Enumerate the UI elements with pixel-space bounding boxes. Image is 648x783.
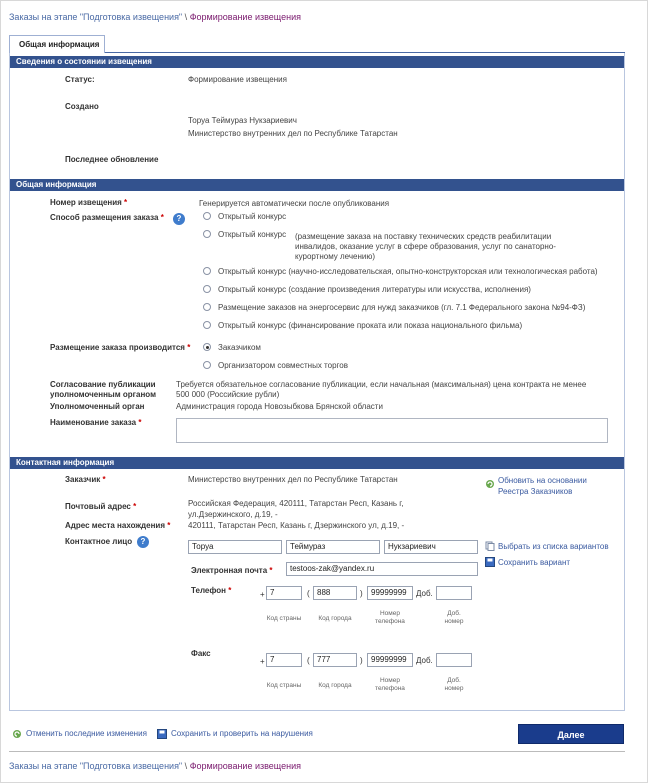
phone-plus: + <box>260 590 265 599</box>
phone-caption-city: Код города <box>318 615 352 622</box>
postal-address-value-2: ул.Дзержинского, д.19, - <box>188 510 278 519</box>
choose-from-list-link[interactable]: Выбрать из списка вариантов <box>498 542 609 551</box>
list-select-icon[interactable] <box>485 541 495 551</box>
phone-number-input[interactable]: 99999999 <box>367 586 413 600</box>
method-radio-rehab[interactable] <box>203 230 211 238</box>
status-value: Формирование извещения <box>188 75 287 84</box>
placement-radio-customer[interactable] <box>203 343 211 351</box>
method-option-film[interactable]: Открытый конкурс (финансирование проката или показа национального фильма) <box>218 321 523 330</box>
section-header-state: Сведения о состоянии извещения <box>10 56 624 68</box>
fax-caption-city: Код города <box>318 682 352 689</box>
created-person: Торуа Теймураз Нукзариевич <box>188 116 297 125</box>
phone-country-input[interactable]: 7 <box>266 586 302 600</box>
cancel-changes-link[interactable]: Отменить последние изменения <box>26 729 147 738</box>
breadcrumb-top <box>9 12 301 22</box>
authority-value: Администрация города Новозыбкова Брянской области <box>176 402 383 411</box>
postal-address-label: Почтовый адрес * <box>65 502 137 511</box>
breadcrumb-parent-link[interactable]: Заказы на этапе "Подготовка извещения" <box>9 12 183 22</box>
fax-country-input[interactable]: 7 <box>266 653 302 667</box>
method-option-research[interactable]: Открытый конкурс (научно-исследовательская, опытно-конструкторская или технологическая работа) <box>218 267 598 276</box>
placement-radio-organizer[interactable] <box>203 361 211 369</box>
breadcrumb-parent-link-bottom[interactable]: Заказы на этапе "Подготовка извещения" <box>9 761 183 771</box>
fax-paren-close: ) <box>360 656 363 665</box>
notice-number-value: Генерируется автоматически после опубликования <box>199 199 390 208</box>
method-option-rehab-desc-3: курортному лечению) <box>295 252 376 261</box>
contact-last-name-input[interactable]: Торуа <box>188 540 282 554</box>
breadcrumb-current: Формирование извещения <box>189 12 301 22</box>
contact-first-name-input[interactable]: Теймураз <box>286 540 380 554</box>
method-option-energy[interactable]: Размещение заказов на энергосервис для нужд заказчиков (гл. 7.1 Федерального закона №94-ФЗ) <box>218 303 586 312</box>
fax-caption-country: Код страны <box>266 682 302 689</box>
method-radio-open-contest[interactable] <box>203 212 211 220</box>
method-option-rehab-desc-1: (размещение заказа на поставку технических средств реабилитации <box>295 232 552 241</box>
section-header-general: Общая информация <box>10 179 624 191</box>
method-radio-energy[interactable] <box>203 303 211 311</box>
phone-label: Телефон * <box>191 586 232 595</box>
section-header-contact: Контактная информация <box>10 457 624 469</box>
method-option-rehab[interactable]: Открытый конкурс <box>218 230 287 239</box>
email-label: Электронная почта * <box>191 566 273 575</box>
update-from-registry-link-1[interactable]: Обновить на основании <box>498 476 587 485</box>
phone-city-input[interactable]: 888 <box>313 586 357 600</box>
breadcrumb-separator-bottom: \ <box>184 761 188 771</box>
approval-value-2: 500 000 (Российские рубли) <box>176 390 280 399</box>
tab-strip <box>9 35 625 53</box>
phone-paren-open: ( <box>307 589 310 598</box>
footer-divider <box>9 751 625 752</box>
updated-label: Последнее обновление <box>65 155 159 164</box>
fax-caption-number-2: телефона <box>375 685 405 692</box>
approval-label-1: Согласование публикации <box>50 380 156 389</box>
refresh-icon[interactable] <box>485 479 495 489</box>
contact-help-icon[interactable]: ? <box>137 536 149 548</box>
fax-plus: + <box>260 657 265 666</box>
breadcrumb-separator: \ <box>184 12 188 22</box>
fax-label: Факс <box>191 649 211 658</box>
approval-label-2: уполномоченным органом <box>50 390 156 399</box>
customer-label: Заказчик * <box>65 475 106 484</box>
phone-ext-input[interactable] <box>436 586 472 600</box>
method-option-rehab-desc-2: инвалидов, оказание услуг в сфере образования, услуг по санаторно- <box>295 242 556 251</box>
status-label: Статус: <box>65 75 95 84</box>
contact-middle-name-input[interactable]: Нукзариевич <box>384 540 478 554</box>
method-option-literature[interactable]: Открытый конкурс (создание произведения литературы или искусства, исполнения) <box>218 285 531 294</box>
save-check-icon[interactable] <box>157 729 167 739</box>
phone-caption-country: Код страны <box>266 615 302 622</box>
method-radio-film[interactable] <box>203 321 211 329</box>
approval-value-1: Требуется обязательное согласование публикации, если начальная (максимальная) цена контракта не менее <box>176 380 587 389</box>
order-name-label: Наименование заказа * <box>50 418 142 427</box>
phone-caption-number-2: телефона <box>375 618 405 625</box>
fax-ext-label: Доб. <box>416 656 433 665</box>
email-input[interactable]: testoos-zak@yandex.ru <box>286 562 478 576</box>
method-option-open-contest[interactable]: Открытый конкурс <box>218 212 287 221</box>
created-label: Создано <box>65 102 99 111</box>
fax-ext-input[interactable] <box>436 653 472 667</box>
phone-caption-number-1: Номер <box>379 610 400 617</box>
location-address-value: 420111, Татарстан Респ, Казань г, Дзержинского ул, д.19, - <box>188 521 405 530</box>
method-radio-research[interactable] <box>203 267 211 275</box>
placement-label: Размещение заказа производится * <box>50 343 191 352</box>
save-variant-icon[interactable] <box>485 557 495 567</box>
postal-address-value-1: Российская Федерация, 420111, Татарстан Респ, Казань г, <box>188 499 404 508</box>
save-variant-link[interactable]: Сохранить вариант <box>498 558 571 567</box>
method-label: Способ размещения заказа * <box>50 213 164 222</box>
customer-value: Министерство внутренних дел по Республике Татарстан <box>188 475 398 484</box>
fax-paren-open: ( <box>307 656 310 665</box>
method-radio-literature[interactable] <box>203 285 211 293</box>
save-and-check-link[interactable]: Сохранить и проверить на нарушения <box>171 729 313 738</box>
undo-icon[interactable] <box>12 729 22 739</box>
notice-number-label: Номер извещения * <box>50 198 128 207</box>
update-from-registry-link-2[interactable]: Реестра Заказчиков <box>498 487 573 496</box>
next-button[interactable]: Далее <box>518 724 624 744</box>
method-help-icon[interactable]: ? <box>173 213 185 225</box>
fax-caption-number-1: Номер <box>379 677 400 684</box>
phone-caption-ext-1: Доб. <box>447 610 461 617</box>
created-org: Министерство внутренних дел по Республике Татарстан <box>188 129 398 138</box>
fax-number-input[interactable]: 99999999 <box>367 653 413 667</box>
tab-general-info[interactable]: Общая информация <box>9 35 105 53</box>
fax-caption-ext-1: Доб. <box>447 677 461 684</box>
order-name-input[interactable] <box>176 418 608 443</box>
fax-city-input[interactable]: 777 <box>313 653 357 667</box>
authority-label: Уполномоченный орган <box>50 402 145 411</box>
placement-option-organizer[interactable]: Организатором совместных торгов <box>218 361 348 370</box>
breadcrumb-current-bottom: Формирование извещения <box>189 761 301 771</box>
phone-paren-close: ) <box>360 589 363 598</box>
phone-ext-label: Доб. <box>416 589 433 598</box>
phone-caption-ext-2: номер <box>444 618 464 625</box>
contact-person-label: Контактное лицо <box>65 537 133 546</box>
placement-option-customer[interactable]: Заказчиком <box>218 343 261 352</box>
breadcrumb-bottom <box>9 761 301 771</box>
location-address-label: Адрес места нахождения * <box>65 521 171 530</box>
fax-caption-ext-2: номер <box>444 685 464 692</box>
